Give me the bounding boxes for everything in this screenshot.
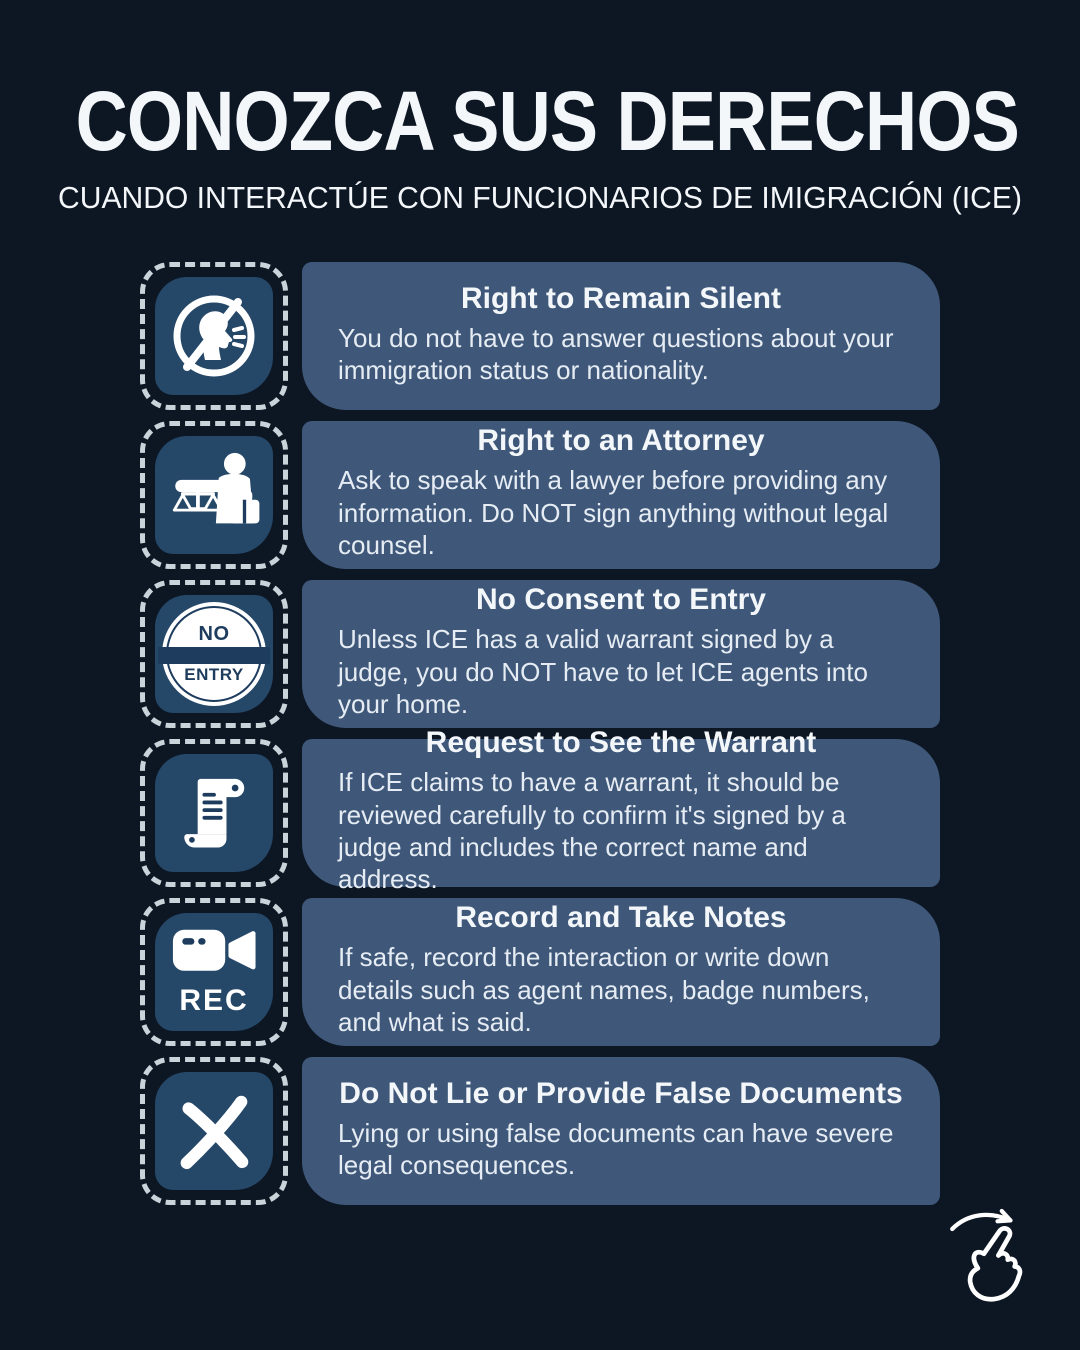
icon-frame	[140, 898, 288, 1046]
right-title: Record and Take Notes	[455, 901, 787, 935]
icon-frame	[140, 1057, 288, 1205]
attorney-scales-icon	[155, 436, 273, 554]
no-speaking-icon	[155, 277, 273, 395]
right-title: Right to an Attorney	[477, 424, 765, 458]
icon-frame	[140, 739, 288, 887]
page-title: CONOZCA SUS DERECHOS	[75, 74, 1020, 168]
right-card	[302, 421, 940, 569]
right-row-record	[140, 898, 940, 1046]
right-body: If ICE claims to have a warrant, it should be reviewed carefully to confirm it's signed by a judge and includes the correct name and address.	[338, 767, 846, 895]
swipe-hand-icon	[942, 1202, 1036, 1314]
right-row-no-entry	[140, 580, 940, 728]
no-entry-bottom-label: ENTRY	[184, 664, 244, 684]
header	[0, 0, 1080, 216]
warrant-scroll-icon	[155, 754, 273, 872]
right-body: Lying or using false documents can have severe legal consequences.	[338, 1117, 894, 1180]
icon-frame	[140, 262, 288, 410]
icon-frame	[140, 580, 288, 728]
x-mark-icon	[155, 1072, 273, 1190]
page-subtitle: CUANDO INTERACTÚE CON FUNCIONARIOS DE IMIGRACIÓN (ICE)	[58, 179, 1022, 215]
right-title: Do Not Lie or Provide False Documents	[339, 1076, 903, 1110]
no-entry-top-label: NO	[198, 622, 230, 645]
right-title: Request to See the Warrant	[425, 726, 817, 760]
right-body: You do not have to answer questions about your immigration status or nationality.	[338, 322, 894, 385]
right-card	[302, 580, 940, 728]
right-row-remain-silent	[140, 262, 940, 410]
rights-list	[140, 262, 940, 1205]
right-title: No Consent to Entry	[476, 583, 766, 617]
right-body: If safe, record the interaction or write down details such as agent names, badge numbers, and what is said.	[338, 942, 870, 1037]
right-body: Unless ICE has a valid warrant signed by a judge, you do NOT have to let ICE agents into your home.	[338, 624, 868, 719]
video-camera-icon	[155, 913, 273, 1031]
right-title: Right to Remain Silent	[460, 281, 781, 315]
no-entry-sign	[162, 602, 266, 706]
no-entry-sign-icon	[155, 595, 273, 713]
right-row-attorney	[140, 421, 940, 569]
right-row-no-lying	[140, 1057, 940, 1205]
right-body: Ask to speak with a lawyer before providing any information. Do NOT sign anything without legal counsel.	[338, 465, 889, 560]
right-card	[302, 726, 940, 895]
right-card	[302, 1057, 940, 1205]
rec-label: REC	[179, 983, 249, 1017]
no-entry-bar	[158, 647, 270, 664]
right-card	[302, 898, 940, 1046]
right-row-warrant	[140, 726, 940, 895]
right-card	[302, 262, 940, 410]
icon-frame	[140, 421, 288, 569]
